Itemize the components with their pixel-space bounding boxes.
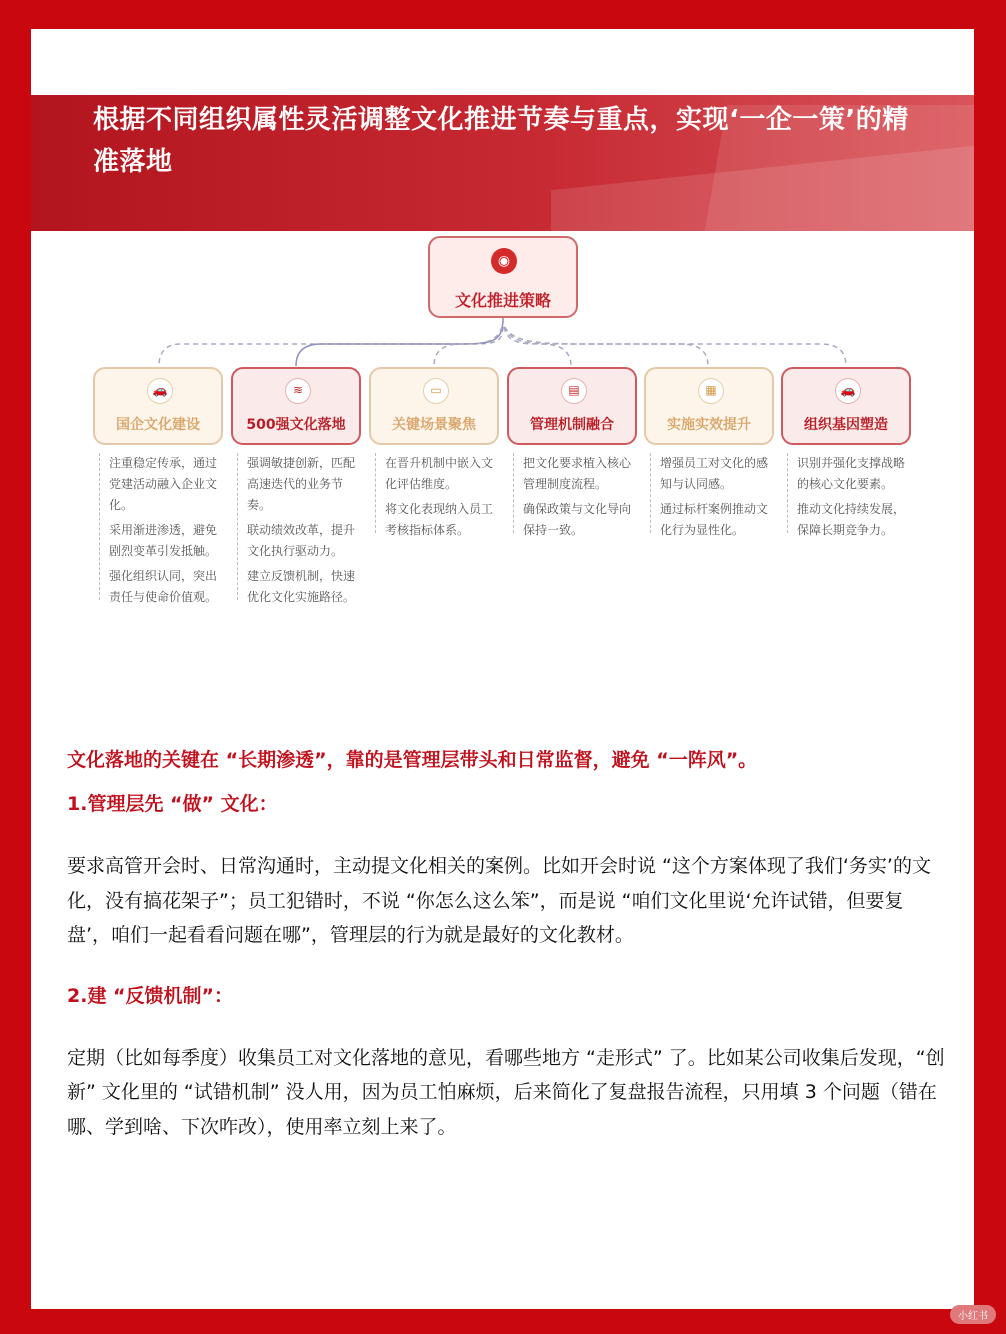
section-heading: 2.建 “反馈机制”： xyxy=(67,984,234,1007)
section-heading: 1.管理层先 “做” 文化： xyxy=(67,793,278,815)
branch-fortune500 xyxy=(231,367,363,612)
branch-point: 在晋升机制中嵌入文化评估维度。 xyxy=(385,456,494,491)
article-lead: 文化落地的关键在 “长期渗透”，靠的是管理层带头和日常监督，避免 “一阵风”。 xyxy=(67,749,758,771)
branch-point: 把文化要求植入核心管理制度流程。 xyxy=(523,456,632,491)
branch-point: 确保政策与文化导向保持一致。 xyxy=(523,502,632,537)
branch-point: 增强员工对文化的感知与认同感。 xyxy=(660,456,769,491)
branch-points xyxy=(369,453,501,541)
branch-points xyxy=(231,453,363,608)
branch-key-scenes xyxy=(369,367,501,545)
section-body: 要求高管开会时、日常沟通时，主动提文化相关的案例。比如开会时说 “这个方案体现了我们‘务实’的文化，没有搞花架子”；员工犯错时，不说 “你怎么这么笨”，而是说 “咱们文化里说‘允许试错，但要复盘’，咱们一起看看问题在哪”，管理层的行为就是最好的文化教材。 xyxy=(67,855,931,946)
branch-points xyxy=(507,453,639,541)
branch-point: 注重稳定传承，通过党建活动融入企业文化。 xyxy=(109,456,218,512)
layers-icon: ≋ xyxy=(285,378,311,404)
article-content xyxy=(67,745,947,1144)
branch-point: 推动文化持续发展，保障长期竞争力。 xyxy=(797,502,906,537)
car-icon: 🚗 xyxy=(835,378,861,404)
branch-point: 采用渐进渗透，避免剧烈变革引发抵触。 xyxy=(109,523,218,558)
branch-label: 500强文化落地 xyxy=(246,417,346,433)
branch-node xyxy=(644,367,774,445)
browser-icon: ▤ xyxy=(561,378,587,404)
center-node-label: 文化推进策略 xyxy=(454,291,551,310)
branch-point: 将文化表现纳入员工考核指标体系。 xyxy=(385,502,494,537)
branch-points xyxy=(781,453,913,541)
branch-label: 实施实效提升 xyxy=(667,417,751,433)
branch-label: 管理机制融合 xyxy=(530,417,614,433)
branch-point: 建立反馈机制，快速优化文化实施路径。 xyxy=(247,569,356,604)
calendar-icon: ▦ xyxy=(698,378,724,404)
branch-point: 联动绩效改革，提升文化执行驱动力。 xyxy=(247,523,356,558)
branch-point: 通过标杆案例推动文化行为显性化。 xyxy=(660,502,769,537)
section-body: 定期（比如每季度）收集员工对文化落地的意见，看哪些地方 “走形式” 了。比如某公司收集后发现，“创新” 文化里的 “试错机制” 没人用，因为员工怕麻烦，后来简化了复盘报告流程，只用填 3 个问题（错在哪、学到啥、下次咋改），使用率立刻上来了。 xyxy=(67,1046,945,1138)
monitor-icon: ▭ xyxy=(423,378,449,404)
branch-node xyxy=(231,367,361,445)
center-node xyxy=(428,236,578,318)
title-banner xyxy=(31,95,974,231)
branch-org-gene xyxy=(781,367,913,545)
branch-management xyxy=(507,367,639,545)
branch-node xyxy=(93,367,223,445)
branch-point: 识别并强化支撑战略的核心文化要素。 xyxy=(797,456,906,491)
branch-node xyxy=(507,367,637,445)
target-icon: ◉ xyxy=(491,248,517,274)
branch-points xyxy=(93,453,225,608)
strategy-diagram xyxy=(31,231,974,671)
branch-soe-culture xyxy=(93,367,225,612)
branch-point: 强化组织认同，突出责任与使命价值观。 xyxy=(109,569,218,604)
branch-effectiveness xyxy=(644,367,776,545)
branch-label: 国企文化建设 xyxy=(116,417,200,433)
branch-points xyxy=(644,453,776,541)
branch-node xyxy=(781,367,911,445)
branch-label: 关键场景聚焦 xyxy=(392,417,476,433)
branch-point: 强调敏捷创新，匹配高速迭代的业务节奏。 xyxy=(247,456,356,512)
banner-title: 根据不同组织属性灵活调整文化推进节奏与重点，实现‘一企一策’的精准落地 xyxy=(93,105,909,177)
branch-node xyxy=(369,367,499,445)
page-sheet xyxy=(31,29,974,1309)
car-icon: 🚗 xyxy=(147,378,173,404)
watermark: 小红书 xyxy=(950,1305,996,1324)
branch-label: 组织基因塑造 xyxy=(804,417,888,433)
